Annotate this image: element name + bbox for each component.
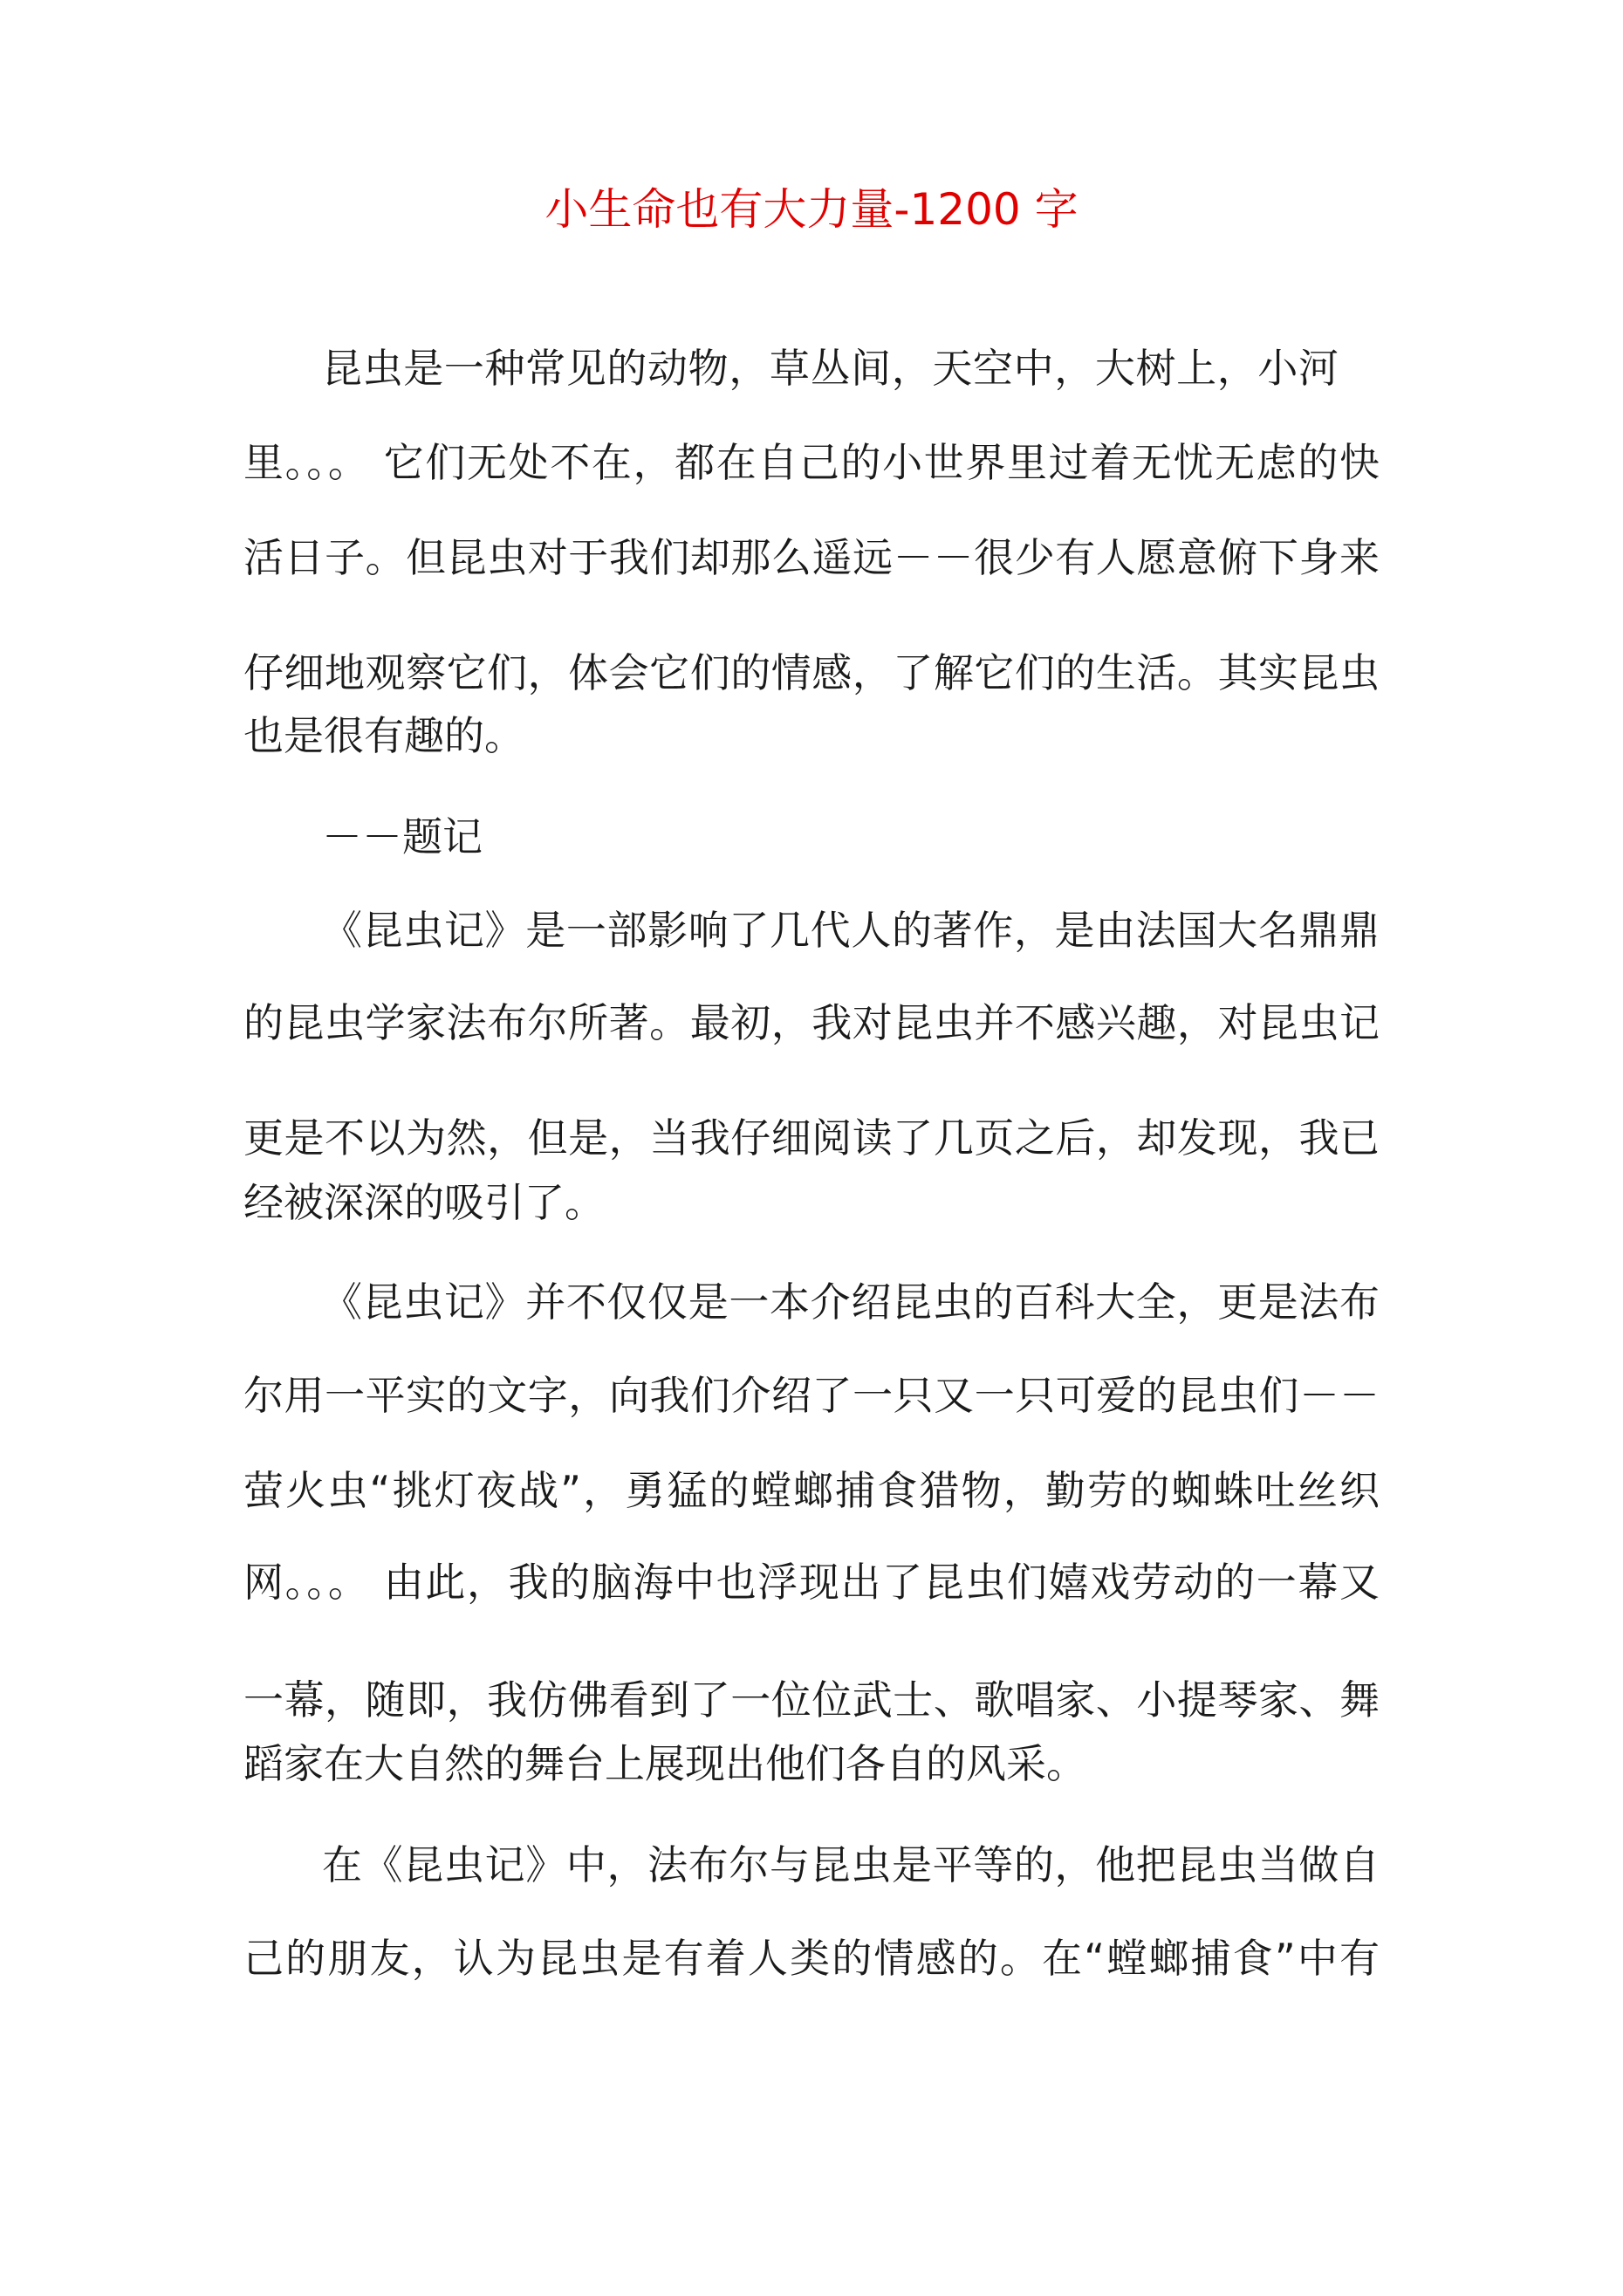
paragraph-line: 昆虫是一种常见的动物，草丛间，天空中，大树上，小河 xyxy=(322,345,1339,392)
paragraph-line: 更是不以为然，但是，当我仔细阅读了几页之后，却发现，我已 xyxy=(243,1114,1380,1162)
paragraph-line: 萤火虫“挑灯夜战”，勇猛的螳螂捕食猎物，勤劳的蜘蛛吐丝织 xyxy=(243,1467,1380,1514)
paragraph-line: 的昆虫学家法布尔所著。最初，我对昆虫并不感兴趣，对昆虫记 xyxy=(243,999,1380,1046)
paragraph-line: 蹈家在大自然的舞台上展现出他们各自的风采。 xyxy=(243,1740,1086,1787)
paragraph-line: 网。。。 由此，我的脑海中也浮现出了昆虫们嬉戏劳动的一幕又 xyxy=(243,1559,1380,1606)
epigraph-line: －－题记 xyxy=(322,813,483,860)
paragraph-line: 《昆虫记》是一部影响了几代人的著作，是由法国大名鼎鼎 xyxy=(322,907,1380,954)
paragraph-line: 活日子。但昆虫对于我们却那么遥远－－很少有人愿意俯下身来 xyxy=(243,534,1380,581)
paragraph-line: 《昆虫记》并不仅仅是一本介绍昆虫的百科大全，更是法布 xyxy=(322,1278,1380,1326)
paragraph-line: 尔用一平实的文字，向我们介绍了一只又一只可爱的昆虫们－－ xyxy=(243,1372,1380,1419)
paragraph-line: 己的朋友，认为昆虫是有着人类的情感的。在“螳螂捕食”中有 xyxy=(243,1935,1380,1982)
paragraph-line: 在《昆虫记》中，法布尔与昆虫是平等的，他把昆虫当做自 xyxy=(322,1841,1380,1888)
paragraph-line: 经被深深的吸引了。 xyxy=(243,1179,605,1226)
paragraph-line: 里。。。 它们无处不在，都在自己的小世界里过着无忧无虑的快 xyxy=(243,439,1380,486)
paragraph-line: 也是很有趣的。 xyxy=(243,712,524,759)
document-title: 小生命也有大力量-1200 字 xyxy=(544,184,1079,235)
paragraph-line: 仔细地观察它们，体会它们的情感，了解它们的生活。其实昆虫 xyxy=(243,649,1380,696)
paragraph-line: 一幕，随即，我仿佛看到了一位位武士、歌唱家、小提琴家、舞 xyxy=(243,1676,1380,1724)
